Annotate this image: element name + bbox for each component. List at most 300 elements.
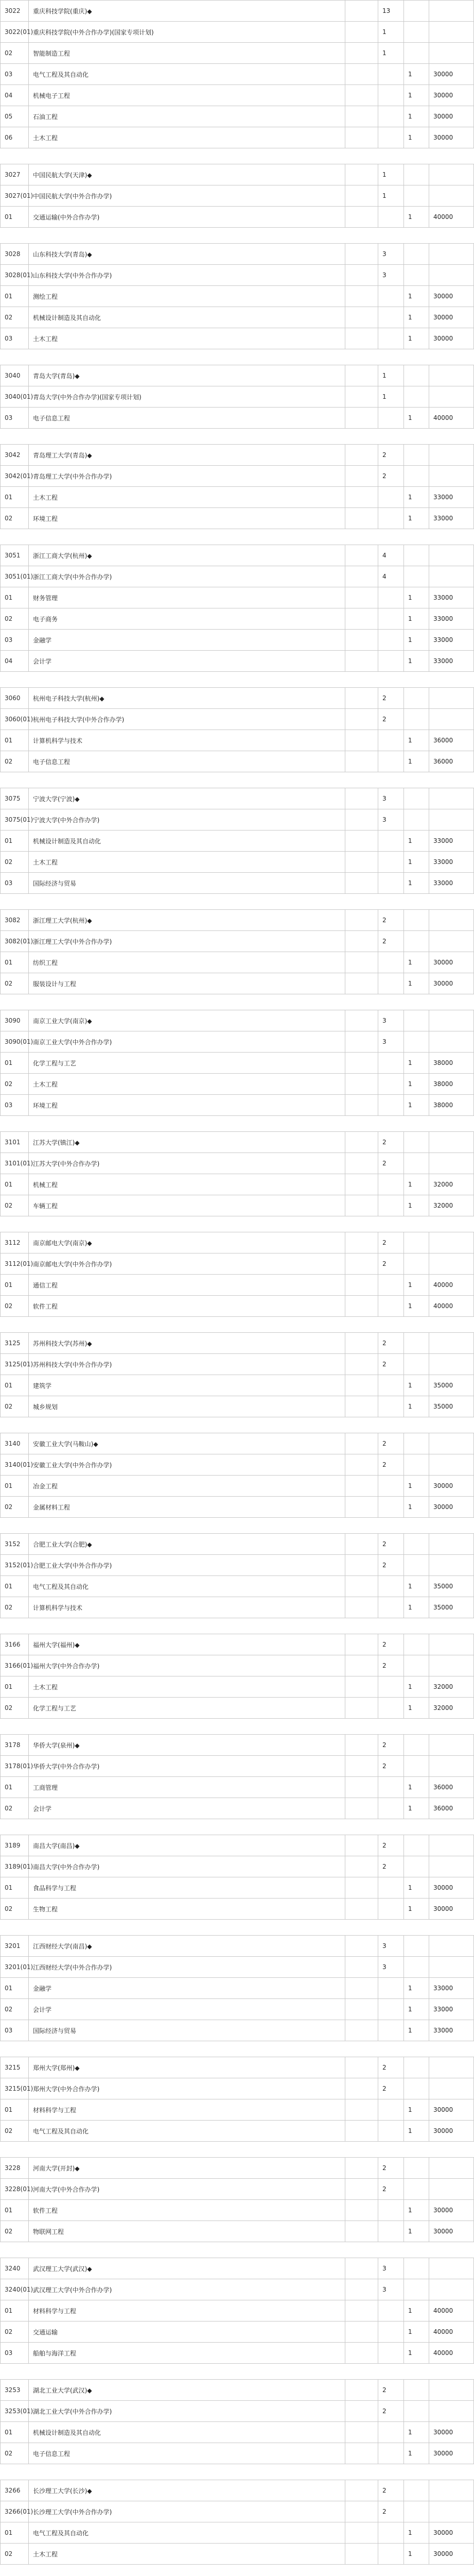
plan-count-cell <box>378 2020 404 2041</box>
institution-row <box>1 910 474 931</box>
tuition-cell <box>429 1555 474 1576</box>
code-cell: 3152 <box>1 1534 29 1555</box>
tuition-cell: 40000 <box>429 2321 474 2343</box>
quota-cell: 1 <box>404 2422 429 2443</box>
major-row <box>1 873 474 894</box>
name-cell: 宁波大学(中外合作办学) <box>29 809 345 831</box>
code-cell: 02 <box>1 1698 29 1719</box>
tuition-cell: 30000 <box>429 85 474 106</box>
name-cell: 湖北工业大学(武汉)◆ <box>29 2380 345 2401</box>
code-cell: 01 <box>1 1877 29 1899</box>
tuition-cell: 30000 <box>429 973 474 994</box>
tuition-cell: 30000 <box>429 2443 474 2464</box>
plan-count-cell: 2 <box>378 2078 404 2099</box>
code-cell: 01 <box>1 1375 29 1396</box>
tuition-cell <box>429 2258 474 2279</box>
plan-count-cell <box>378 1676 404 1698</box>
tuition-cell <box>429 1 474 22</box>
quota-cell: 1 <box>404 508 429 529</box>
institution-row <box>1 164 474 185</box>
quota-cell <box>404 2158 429 2179</box>
plan-count-cell <box>378 328 404 349</box>
code-cell: 3028(01) <box>1 265 29 286</box>
quota-cell: 1 <box>404 952 429 973</box>
tuition-cell: 30000 <box>429 2200 474 2221</box>
plan-count-cell: 3 <box>378 265 404 286</box>
group-separator <box>1 1719 474 1735</box>
separator-cell <box>1 772 474 788</box>
major-row <box>1 587 474 608</box>
quota-cell: 1 <box>404 2121 429 2142</box>
name-cell: 化学工程与工艺 <box>29 1698 345 1719</box>
quota-cell <box>404 809 429 831</box>
group-separator <box>1 429 474 445</box>
column-3-cell <box>345 1174 378 1195</box>
code-cell: 3189(01) <box>1 1856 29 1877</box>
quota-cell: 1 <box>404 1275 429 1296</box>
code-cell: 01 <box>1 2522 29 2544</box>
tuition-cell <box>429 244 474 265</box>
code-cell: 04 <box>1 651 29 672</box>
tuition-cell: 30000 <box>429 952 474 973</box>
plan-count-cell <box>378 2422 404 2443</box>
name-cell: 环境工程 <box>29 508 345 529</box>
plan-count-cell: 2 <box>378 1454 404 1476</box>
code-cell: 01 <box>1 2422 29 2443</box>
tuition-cell: 30000 <box>429 2422 474 2443</box>
tuition-cell <box>429 2057 474 2078</box>
name-cell: 会计学 <box>29 651 345 672</box>
plan-count-cell <box>378 2121 404 2142</box>
name-cell: 杭州电子科技大学(中外合作办学) <box>29 709 345 730</box>
tuition-cell: 36000 <box>429 751 474 772</box>
plan-count-cell: 2 <box>378 1333 404 1354</box>
quota-cell <box>404 1232 429 1253</box>
quota-cell: 1 <box>404 751 429 772</box>
quota-cell <box>404 2279 429 2300</box>
name-cell: 电子信息工程 <box>29 751 345 772</box>
code-cell: 3201 <box>1 1936 29 1957</box>
tuition-cell <box>429 365 474 386</box>
tuition-cell: 30000 <box>429 328 474 349</box>
major-row <box>1 2221 474 2242</box>
tuition-cell <box>429 688 474 709</box>
major-row <box>1 973 474 994</box>
column-3-cell <box>345 2221 378 2242</box>
name-cell: 宁波大学(宁波)◆ <box>29 788 345 809</box>
major-row <box>1 328 474 349</box>
institution-row <box>1 2258 474 2279</box>
tuition-cell: 36000 <box>429 1798 474 1819</box>
tuition-cell <box>429 1454 474 1476</box>
institution-row <box>1 466 474 487</box>
column-3-cell <box>345 408 378 429</box>
code-cell: 02 <box>1 1396 29 1417</box>
tuition-cell <box>429 2401 474 2422</box>
code-cell: 02 <box>1 1798 29 1819</box>
quota-cell: 1 <box>404 1597 429 1618</box>
plan-count-cell <box>378 1576 404 1597</box>
column-3-cell <box>345 608 378 630</box>
name-cell: 合肥工业大学(中外合作办学) <box>29 1555 345 1576</box>
major-row <box>1 1978 474 1999</box>
tuition-cell: 36000 <box>429 730 474 751</box>
plan-count-cell <box>378 207 404 228</box>
major-row <box>1 207 474 228</box>
quota-cell <box>404 1555 429 1576</box>
tuition-cell <box>429 1534 474 1555</box>
major-row <box>1 831 474 852</box>
tuition-cell: 33000 <box>429 1978 474 1999</box>
name-cell: 计算机科学与技术 <box>29 1597 345 1618</box>
tuition-cell <box>429 1354 474 1375</box>
code-cell: 01 <box>1 730 29 751</box>
plan-count-cell: 2 <box>378 1835 404 1856</box>
code-cell: 03 <box>1 2020 29 2041</box>
code-cell: 3027 <box>1 164 29 185</box>
column-3-cell <box>345 973 378 994</box>
column-3-cell <box>345 1676 378 1698</box>
tuition-cell <box>429 445 474 466</box>
name-cell: 电子商务 <box>29 608 345 630</box>
tuition-cell: 30000 <box>429 64 474 85</box>
tuition-cell: 38000 <box>429 1095 474 1116</box>
tuition-cell: 30000 <box>429 1877 474 1899</box>
tuition-cell: 33000 <box>429 487 474 508</box>
institution-row <box>1 1153 474 1174</box>
plan-count-cell <box>378 1798 404 1819</box>
column-3-cell <box>345 1856 378 1877</box>
tuition-cell <box>429 910 474 931</box>
institution-row <box>1 1534 474 1555</box>
name-cell: 土木工程 <box>29 852 345 873</box>
name-cell: 南昌大学(南昌)◆ <box>29 1835 345 1856</box>
major-row <box>1 1999 474 2020</box>
major-row <box>1 408 474 429</box>
plan-count-cell <box>378 608 404 630</box>
major-row <box>1 2020 474 2041</box>
name-cell: 土木工程 <box>29 1676 345 1698</box>
institution-row <box>1 2078 474 2099</box>
name-cell: 智能制造工程 <box>29 43 345 64</box>
code-cell: 3022(01) <box>1 22 29 43</box>
quota-cell <box>404 1 429 22</box>
institution-row <box>1 2279 474 2300</box>
column-3-cell <box>345 2179 378 2200</box>
code-cell: 02 <box>1 1296 29 1317</box>
tuition-cell <box>429 466 474 487</box>
column-3-cell <box>345 2522 378 2544</box>
name-cell: 国际经济与贸易 <box>29 873 345 894</box>
column-3-cell <box>345 1153 378 1174</box>
column-3-cell <box>345 1375 378 1396</box>
institution-row <box>1 1333 474 1354</box>
institution-row <box>1 1354 474 1375</box>
tuition-cell <box>429 1132 474 1153</box>
column-3-cell <box>345 1534 378 1555</box>
plan-count-cell <box>378 1074 404 1095</box>
quota-cell <box>404 1454 429 1476</box>
tuition-cell: 30000 <box>429 106 474 127</box>
quota-cell: 1 <box>404 1899 429 1920</box>
quota-cell <box>404 545 429 566</box>
name-cell: 浙江工商大学(杭州)◆ <box>29 545 345 566</box>
quota-cell: 1 <box>404 1053 429 1074</box>
separator-cell <box>1 2142 474 2158</box>
quota-cell: 1 <box>404 328 429 349</box>
separator-cell <box>1 148 474 164</box>
code-cell: 3228(01) <box>1 2179 29 2200</box>
tuition-cell: 30000 <box>429 127 474 148</box>
name-cell: 安徽工业大学(马鞍山)◆ <box>29 1433 345 1454</box>
column-3-cell <box>345 730 378 751</box>
name-cell: 河南大学(开封)◆ <box>29 2158 345 2179</box>
column-3-cell <box>345 2099 378 2121</box>
name-cell: 物联网工程 <box>29 2221 345 2242</box>
plan-count-cell <box>378 408 404 429</box>
code-cell: 03 <box>1 408 29 429</box>
major-row <box>1 43 474 64</box>
name-cell: 江苏大学(镇江)◆ <box>29 1132 345 1153</box>
code-cell: 02 <box>1 2443 29 2464</box>
institution-row <box>1 1 474 22</box>
name-cell: 电子信息工程 <box>29 2443 345 2464</box>
group-separator <box>1 148 474 164</box>
plan-count-cell: 1 <box>378 22 404 43</box>
code-cell: 3051 <box>1 545 29 566</box>
code-cell: 01 <box>1 1676 29 1698</box>
column-3-cell <box>345 1597 378 1618</box>
plan-count-cell: 2 <box>378 1735 404 1756</box>
quota-cell: 1 <box>404 831 429 852</box>
tuition-cell <box>429 545 474 566</box>
name-cell: 船舶与海洋工程 <box>29 2343 345 2364</box>
column-3-cell <box>345 64 378 85</box>
code-cell: 01 <box>1 1275 29 1296</box>
plan-count-cell <box>378 852 404 873</box>
plan-count-cell: 3 <box>378 2258 404 2279</box>
plan-count-cell: 2 <box>378 910 404 931</box>
code-cell: 03 <box>1 1095 29 1116</box>
code-cell: 01 <box>1 2099 29 2121</box>
separator-cell <box>1 1618 474 1634</box>
tuition-cell <box>429 1936 474 1957</box>
code-cell: 02 <box>1 1195 29 1216</box>
tuition-cell: 30000 <box>429 1899 474 1920</box>
separator-cell <box>1 1719 474 1735</box>
plan-count-cell <box>378 1095 404 1116</box>
quota-cell: 1 <box>404 2522 429 2544</box>
separator-cell <box>1 894 474 910</box>
column-3-cell <box>345 2380 378 2401</box>
plan-count-cell: 3 <box>378 1010 404 1031</box>
quota-cell: 1 <box>404 127 429 148</box>
column-3-cell <box>345 127 378 148</box>
name-cell: 浙江理工大学(杭州)◆ <box>29 910 345 931</box>
quota-cell: 1 <box>404 2343 429 2364</box>
major-row <box>1 508 474 529</box>
quota-cell <box>404 22 429 43</box>
institution-row <box>1 1010 474 1031</box>
code-cell: 3101(01) <box>1 1153 29 1174</box>
code-cell: 3152(01) <box>1 1555 29 1576</box>
plan-count-cell <box>378 508 404 529</box>
name-cell: 青岛大学(青岛)◆ <box>29 365 345 386</box>
column-3-cell <box>345 1634 378 1655</box>
column-3-cell <box>345 1476 378 1497</box>
major-row <box>1 2422 474 2443</box>
institution-row <box>1 1735 474 1756</box>
code-cell: 02 <box>1 608 29 630</box>
group-separator <box>1 349 474 365</box>
quota-cell: 1 <box>404 1698 429 1719</box>
code-cell: 3201(01) <box>1 1957 29 1978</box>
tuition-cell: 40000 <box>429 207 474 228</box>
name-cell: 江苏大学(中外合作办学) <box>29 1153 345 1174</box>
plan-count-cell: 2 <box>378 2380 404 2401</box>
column-3-cell <box>345 2121 378 2142</box>
name-cell: 测绘工程 <box>29 286 345 307</box>
major-row <box>1 1497 474 1518</box>
column-3-cell <box>345 709 378 730</box>
group-separator <box>1 994 474 1010</box>
quota-cell <box>404 1333 429 1354</box>
code-cell: 3075 <box>1 788 29 809</box>
plan-count-cell <box>378 487 404 508</box>
quota-cell <box>404 566 429 587</box>
name-cell: 浙江理工大学(中外合作办学) <box>29 931 345 952</box>
quota-cell: 1 <box>404 2020 429 2041</box>
code-cell: 3240 <box>1 2258 29 2279</box>
column-3-cell <box>345 1195 378 1216</box>
quota-cell <box>404 1835 429 1856</box>
tuition-cell <box>429 1333 474 1354</box>
name-cell: 金属材料工程 <box>29 1497 345 1518</box>
tuition-cell: 30000 <box>429 2099 474 2121</box>
name-cell: 机械设计制造及其自动化 <box>29 2422 345 2443</box>
separator-cell <box>1 1317 474 1333</box>
name-cell: 福州大学(福州)◆ <box>29 1634 345 1655</box>
separator-cell <box>1 1819 474 1835</box>
name-cell: 华侨大学(中外合作办学) <box>29 1756 345 1777</box>
code-cell: 02 <box>1 1074 29 1095</box>
tuition-cell: 32000 <box>429 1676 474 1698</box>
code-cell: 02 <box>1 2321 29 2343</box>
tuition-cell: 30000 <box>429 1476 474 1497</box>
code-cell: 3060(01) <box>1 709 29 730</box>
tuition-cell: 33000 <box>429 587 474 608</box>
name-cell: 南昌大学(中外合作办学) <box>29 1856 345 1877</box>
group-separator <box>1 2242 474 2258</box>
code-cell: 3101 <box>1 1132 29 1153</box>
tuition-cell <box>429 1756 474 1777</box>
name-cell: 土木工程 <box>29 487 345 508</box>
name-cell: 环境工程 <box>29 1095 345 1116</box>
column-3-cell <box>345 1074 378 1095</box>
code-cell: 3022 <box>1 1 29 22</box>
quota-cell: 1 <box>404 1978 429 1999</box>
major-row <box>1 608 474 630</box>
code-cell: 02 <box>1 1999 29 2020</box>
name-cell: 青岛理工大学(青岛)◆ <box>29 445 345 466</box>
institution-row <box>1 809 474 831</box>
column-3-cell <box>345 43 378 64</box>
quota-cell: 1 <box>404 1375 429 1396</box>
institution-row <box>1 2179 474 2200</box>
tuition-cell <box>429 2158 474 2179</box>
tuition-cell <box>429 1153 474 1174</box>
quota-cell: 1 <box>404 64 429 85</box>
name-cell: 材料科学与工程 <box>29 2099 345 2121</box>
code-cell: 3027(01) <box>1 185 29 207</box>
tuition-cell: 30000 <box>429 286 474 307</box>
quota-cell: 1 <box>404 852 429 873</box>
column-3-cell <box>345 1433 378 1454</box>
name-cell: 材料科学与工程 <box>29 2300 345 2321</box>
quota-cell: 1 <box>404 1497 429 1518</box>
plan-count-cell: 2 <box>378 688 404 709</box>
plan-count-cell: 1 <box>378 365 404 386</box>
name-cell: 计算机科学与技术 <box>29 730 345 751</box>
plan-count-cell <box>378 630 404 651</box>
plan-count-cell: 2 <box>378 709 404 730</box>
name-cell: 苏州科技大学(中外合作办学) <box>29 1354 345 1375</box>
institution-row <box>1 2380 474 2401</box>
plan-count-cell: 2 <box>378 1354 404 1375</box>
name-cell: 软件工程 <box>29 1296 345 1317</box>
group-separator <box>1 1116 474 1132</box>
code-cell: 3090 <box>1 1010 29 1031</box>
name-cell: 土木工程 <box>29 1074 345 1095</box>
column-3-cell <box>345 365 378 386</box>
name-cell: 中国民航大学(天津)◆ <box>29 164 345 185</box>
name-cell: 城乡规划 <box>29 1396 345 1417</box>
institution-row <box>1 1433 474 1454</box>
major-row <box>1 1195 474 1216</box>
plan-count-cell <box>378 2443 404 2464</box>
column-3-cell <box>345 788 378 809</box>
name-cell: 江西财经大学(南昌)◆ <box>29 1936 345 1957</box>
quota-cell <box>404 1936 429 1957</box>
column-3-cell <box>345 1010 378 1031</box>
institution-row <box>1 1957 474 1978</box>
column-3-cell <box>345 1354 378 1375</box>
quota-cell <box>404 185 429 207</box>
column-3-cell <box>345 2480 378 2501</box>
column-3-cell <box>345 2321 378 2343</box>
quota-cell: 1 <box>404 1174 429 1195</box>
group-separator <box>1 2364 474 2380</box>
column-3-cell <box>345 2200 378 2221</box>
name-cell: 苏州科技大学(苏州)◆ <box>29 1333 345 1354</box>
quota-cell: 1 <box>404 1676 429 1698</box>
plan-count-cell <box>378 1053 404 1074</box>
column-3-cell <box>345 873 378 894</box>
column-3-cell <box>345 1735 378 1756</box>
quota-cell: 1 <box>404 307 429 328</box>
column-3-cell <box>345 1576 378 1597</box>
name-cell: 土木工程 <box>29 2544 345 2565</box>
name-cell: 电气工程及其自动化 <box>29 1576 345 1597</box>
code-cell: 02 <box>1 508 29 529</box>
separator-cell <box>1 2041 474 2057</box>
quota-cell: 1 <box>404 651 429 672</box>
plan-count-cell: 3 <box>378 244 404 265</box>
plan-count-cell <box>378 64 404 85</box>
plan-count-cell: 3 <box>378 1936 404 1957</box>
column-3-cell <box>345 1275 378 1296</box>
column-3-cell <box>345 2078 378 2099</box>
